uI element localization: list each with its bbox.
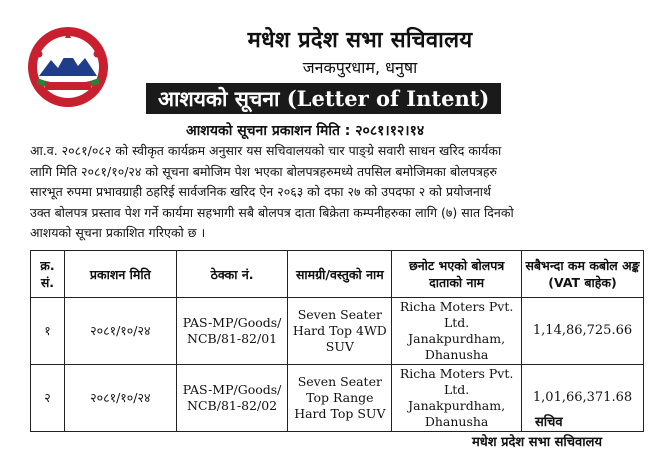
banner-latin: (Letter of Intent) <box>286 86 490 111</box>
header-sn: क्र. सं. <box>31 251 65 298</box>
notice-banner <box>146 83 501 114</box>
cell-contract: PAS-MP/Goods/ NCB/81-82/01 <box>176 298 288 365</box>
cell-item: Seven Seater Hard Top 4WD SUV <box>288 298 392 365</box>
signatory-title: सचिव <box>535 415 563 430</box>
cell-item: Seven Seater Top Range Hard Top SUV <box>288 365 392 432</box>
cell-amount: 1,14,86,725.66 <box>522 298 644 365</box>
header-contract: ठेक्का नं. <box>176 251 288 298</box>
header-date: प्रकाशन मिति <box>64 251 176 298</box>
table-row <box>31 298 644 365</box>
cell-contract: PAS-MP/Goods/ NCB/81-82/02 <box>176 365 288 432</box>
paragraph-line: आशयको सूचना प्रकाशित गरिएको छ । <box>30 225 206 240</box>
cell-bidder: Richa Moters Pvt. Ltd. Janakpurdham, Dhanusha <box>392 298 522 365</box>
signatory-office: मधेश प्रदेश सभा सचिवालय <box>472 435 602 450</box>
cell-bidder: Richa Moters Pvt. Ltd. Janakpurdham, Dhanusha <box>392 365 522 432</box>
paragraph-line: उक्त बोलपत्र प्रस्ताव पेश गर्ने कार्यमा सहभागी सबै बोलपत्र दाता बिक्रेता कम्पनीहरुका लागि (७) सात दिनको <box>30 204 514 220</box>
paragraph-line: लागि मिति २०८१/१०/२४ को सूचना बमोजिम पेश भएका बोलपत्रहरुमध्ये तपसिल बमोजिमका बोलपत्रहरु <box>30 163 497 179</box>
table-header-row <box>31 251 644 298</box>
cell-sn: २ <box>31 365 65 432</box>
banner-devanagari: आशयको सूचना <box>158 87 280 111</box>
government-emblem-icon <box>25 24 111 110</box>
page-subtitle: जनकपुरधाम, धनुषा <box>302 58 418 77</box>
header-bidder: छनोट भएको बोलपत्र दाताको नाम <box>392 251 522 298</box>
header-item: सामग्री/वस्तुको नाम <box>288 251 392 298</box>
cell-amount: 1,01,66,371.68 <box>522 365 644 432</box>
cell-sn: १ <box>31 298 65 365</box>
cell-date: २०८१/१०/२४ <box>64 365 176 432</box>
notice-paragraph <box>30 141 642 244</box>
award-table <box>30 250 644 432</box>
cell-date: २०८१/१०/२४ <box>64 298 176 365</box>
paragraph-line: सारभूत रुपमा प्रभावग्राही ठहरिई सार्वजनिक खरिद ऐन २०६३ को दफा २७ को उपदफा २ को प्रयोजनार्थ <box>30 184 492 199</box>
header-amount: सबैभन्दा कम कबोल अङ्क (VAT बाहेक) <box>522 251 644 298</box>
publication-date: आशयको सूचना प्रकाशन मिति : २०८१।१२।१४ <box>186 123 425 139</box>
paragraph-line: आ.व. २०८१/०८२ को स्वीकृत कार्यक्रम अनुसार यस सचिवालयको चार पाङ्ग्रे सवारी साधन खरिद कार्यका <box>30 143 502 158</box>
page-title: मधेश प्रदेश सभा सचिवालय <box>247 28 473 53</box>
